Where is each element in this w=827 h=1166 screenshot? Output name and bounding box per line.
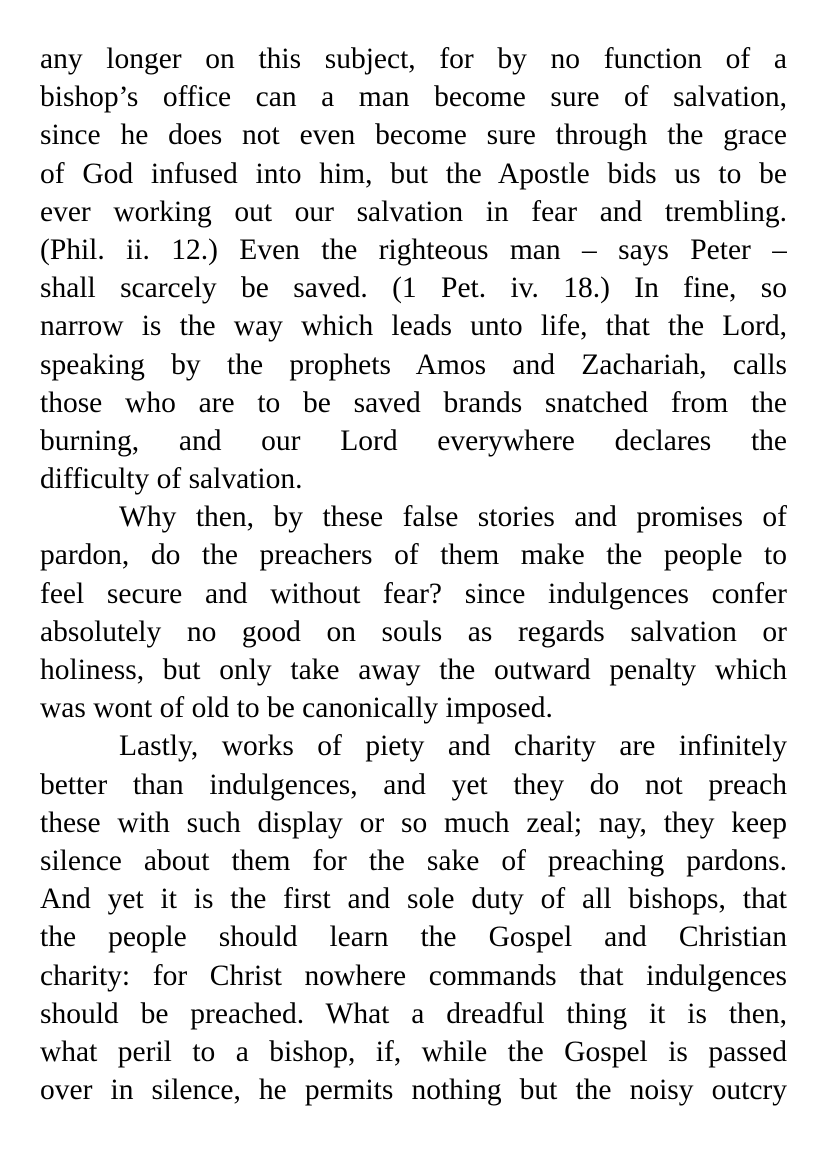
text-line: over in silence, he permits nothing but the noisy outcry (40, 1074, 787, 1107)
text-line: these with such display or so much zeal; nay, they keep (40, 806, 787, 839)
paragraph-3 (40, 727, 787, 1109)
text-line: (Phil. ii. 12.) Even the righteous man – says Peter – (40, 233, 787, 266)
text-line: Why then, by these false stories and promises of (119, 501, 787, 534)
text-line: feel secure and without fear? since indulgences confer (40, 577, 787, 610)
text-line: Lastly, works of piety and charity are infinitely (119, 730, 787, 763)
document-page (40, 40, 787, 1109)
text-line: shall scarcely be saved. (1 Pet. iv. 18.) In fine, so (40, 272, 787, 305)
text-line: those who are to be saved brands snatched from the (40, 386, 787, 419)
text-line: silence about them for the sake of preaching pardons. (40, 844, 787, 877)
text-line: narrow is the way which leads unto life, that the Lord, (40, 310, 787, 343)
text-line: better than indulgences, and yet they do not preach (40, 768, 787, 801)
text-line: of God infused into him, but the Apostle bids us to be (40, 157, 787, 190)
text-line: ever working out our salvation in fear and trembling. (40, 195, 787, 228)
text-line: holiness, but only take away the outward penalty which (40, 654, 787, 686)
text-line: since he does not even become sure through the grace (40, 119, 787, 152)
text-line: charity: for Christ nowhere commands that indulgences (40, 959, 787, 992)
text-line: the people should learn the Gospel and Christian (40, 921, 787, 954)
text-line: burning, and our Lord everywhere declares the (40, 424, 787, 457)
text-line: speaking by the prophets Amos and Zachariah, calls (40, 348, 787, 381)
paragraph-2 (40, 498, 787, 727)
text-line: should be preached. What a dreadful thing it is then, (40, 997, 787, 1030)
text-line: was wont of old to be canonically imposed. (40, 692, 553, 725)
text-line: pardon, do the preachers of them make the people to (40, 539, 787, 572)
text-line: bishop’s office can a man become sure of salvation, (40, 81, 787, 114)
text-line: absolutely no good on souls as regards salvation or (40, 615, 787, 648)
text-line: And yet it is the first and sole duty of all bishops, that (40, 883, 787, 916)
text-line: what peril to a bishop, if, while the Gospel is passed (40, 1035, 787, 1068)
text-line: difficulty of salvation. (40, 463, 303, 496)
paragraph-1 (40, 40, 787, 498)
text-line: any longer on this subject, for by no function of a (40, 43, 787, 75)
